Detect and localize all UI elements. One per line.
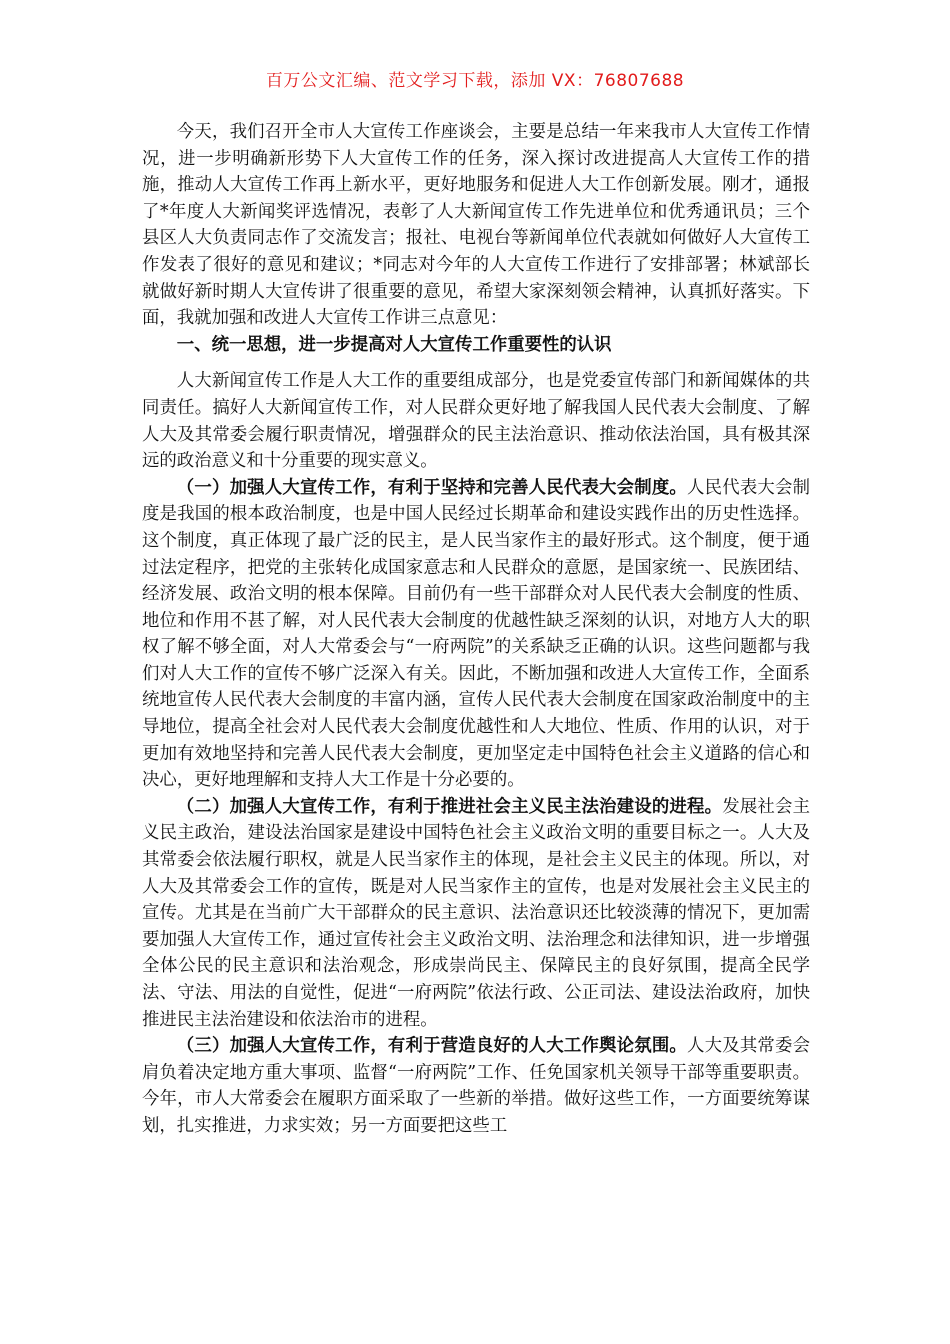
intro-paragraph: 今天，我们召开全市人大宣传工作座谈会，主要是总结一年来我市人大宣传工作情况，进一步明确新形势下人大宣传工作的任务，深入探讨改进提高人大宣传工作的措施，推动人大宣传工作再上新水平，更好地服务和促进人大工作创新发展。刚才，通报了*年度人大新闻奖评选情况，表彰了人大新闻宣传工作先进单位和优秀通讯员；三个县区人大负责同志作了交流发言；报社、电视台等新闻单位代表就如何做好人大宣传工作发表了很好的意见和建议；*同志对今年的人大宣传工作进行了安排部署；林斌部长就做好新时期人大宣传讲了很重要的意见，希望大家深刻领会精神，认真抓好落实。下面，我就加强和改进人大宣传工作讲三点意见：	[142, 122, 810, 329]
subsection-2-lead: （二）加强人大宣传工作，有利于推进社会主义民主法治建设的进程。	[176, 796, 723, 817]
subsection-3-paragraph	[142, 1033, 810, 1139]
header-banner: 百万公文汇编、范文学习下载，添加 VX：76807688	[265, 71, 685, 91]
subsection-1-paragraph	[142, 475, 810, 794]
subsection-3-lead: （三）加强人大宣传工作，有利于营造良好的人大工作舆论氛围。	[176, 1036, 688, 1057]
document-body	[142, 119, 810, 1140]
section1-paragraph: 人大新闻宣传工作是人大工作的重要组成部分，也是党委宣传部门和新闻媒体的共同责任。搞好人大新闻宣传工作，对人民群众更好地了解我国人民代表大会制度、了解人大及其常委会履行职责情况，增强群众的民主法治意识、推动依法治国，具有极其深远的政治意义和十分重要的现实意义。	[142, 371, 810, 472]
subsection-1-lead: （一）加强人大宣传工作，有利于坚持和完善人民代表大会制度。	[176, 477, 688, 498]
section-heading-1: 一、统一思想，进一步提高对人大宣传工作重要性的认识	[176, 334, 612, 355]
subsection-2-text: 发展社会主义民主政治，建设法治国家是建设中国特色社会主义政治文明的重要目标之一。人大及其常委会依法履行职权，就是人民当家作主的体现，是社会主义民主的体现。所以，对人大及其常委会工作的宣传，既是对人民当家作主的宣传，也是对发展社会主义民主的宣传。尤其是在当前广大干部群众的民主意识、法治意识还比较淡薄的情况下，更加需要加强人大宣传工作，通过宣传社会主义政治文明、法治理念和法律知识，进一步增强全体公民的民主意识和法治观念，形成崇尚民主、保障民主的良好氛围，提高全民学法、守法、用法的自觉性，促进“一府两院”依法行政、公正司法、建设法治政府，加快推进民主法治建设和依法治市的进程。	[142, 796, 810, 1030]
subsection-1-text: 人民代表大会制度是我国的根本政治制度，也是中国人民经过长期革命和建设实践作出的历史性选择。这个制度，真正体现了最广泛的民主，是人民当家作主的最好形式。这个制度，便于通过法定程序，把党的主张转化成国家意志和人民群众的意愿，是国家统一、民族团结、经济发展、政治文明的根本保障。目前仍有一些干部群众对人民代表大会制度的性质、地位和作用不甚了解，对人民代表大会制度的优越性缺乏深刻的认识，对地方人大的职权了解不够全面，对人大常委会与“一府两院”的关系缺乏正确的认识。这些问题都与我们对人大工作的宣传不够广泛深入有关。因此，不断加强和改进人大宣传工作，全面系统地宣传人民代表大会制度的丰富内涵，宣传人民代表大会制度在国家政治制度中的主导地位，提高全社会对人民代表大会制度优越性和人大地位、性质、作用的认识，对于更加有效地坚持和完善人民代表大会制度，更加坚定走中国特色社会主义道路的信心和决心，更好地理解和支持人大工作是十分必要的。	[142, 477, 810, 791]
subsection-2-paragraph	[142, 794, 810, 1033]
subsection-3-text: 人大及其常委会肩负着决定地方重大事项、监督“一府两院”工作、任免国家机关领导干部等重要职责。今年，市人大常委会在履职方面采取了一些新的举措。做好这些工作，一方面要统筹谋划，扎实推进，力求实效；另一方面要把这些工	[142, 1036, 810, 1136]
